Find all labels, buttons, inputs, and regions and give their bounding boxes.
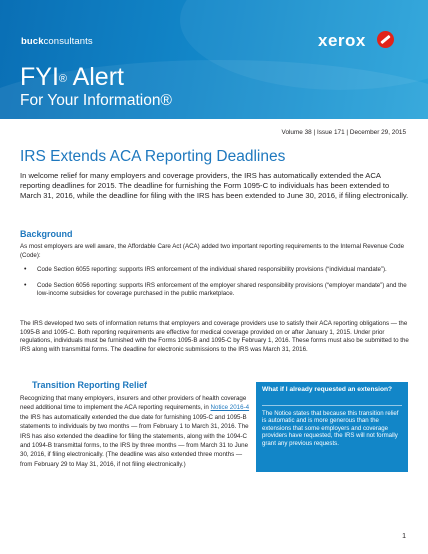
sidebar-divider <box>262 405 402 406</box>
transition-heading: Transition Reporting Relief <box>32 380 148 390</box>
newsletter-title: FYI® Alert <box>20 63 124 91</box>
buck-consultants-logo: buckconsultants <box>21 36 93 47</box>
list-item: • Code Section 6055 reporting: supports IRS enforcement of the individual shared responsibility provisions (“individual mandate”). <box>20 266 412 275</box>
background-body: The IRS developed two sets of information returns that employers and coverage providers use to satisfy their ACA reporting obligations — the 1095-B and 1095-C. Both reporting requirements are effective for medical coverage provided on or after January 1, 2015. Under prior regulations, individuals must be furnished with the Forms 1095-B and 1095-C by February 1, 2016. These forms must also be submitted to the IRS along with transmittal forms. The deadline for electronic submissions to the IRS was March 31, 2016. <box>20 320 409 353</box>
list-item: • Code Section 6056 reporting: supports IRS enforcement of the employer shared responsibility provisions (“employer mandate”) and the low-income subsidies for coverage purchased in the public marketplace. <box>20 282 412 299</box>
header-banner <box>0 0 428 119</box>
xerox-logo-text: xerox <box>318 31 366 50</box>
xerox-ball-icon <box>377 31 394 48</box>
sidebar-callout <box>256 382 408 472</box>
headline: IRS Extends ACA Reporting Deadlines <box>20 148 286 165</box>
background-lead: As most employers are well aware, the Affordable Care Act (ACA) added two important reporting requirements to the Internal Revenue Code (Code): <box>20 243 405 259</box>
intro-paragraph: In welcome relief for many employers and coverage providers, the IRS has automatically extended the ACA reporting deadlines for 2015. The deadline for furnishing the Form 1095-C to individuals has been extended to March 31, 2016, while the deadline for filing with the IRS has been extended to June 30, 2016, if filing electronically. <box>20 171 409 200</box>
background-bullet-list <box>20 266 412 306</box>
page-number: 1 <box>402 533 406 540</box>
newsletter-subtitle: For Your Information® <box>20 92 172 109</box>
background-heading: Background <box>20 229 73 239</box>
transition-paragraph: Recognizing that many employers, insurers and other providers of health coverage need additional time to implement the ACA reporting requirements, in Notice 2016-4 the IRS has automatically extended the due date for furnishing 1095-C and 1095-B statements to individuals by two months — from February 1 to March 31, 2016. The IRS has also extended the deadline for filing the statements, along with the 1094-C and 1094-B transmittal forms, to the IRS by three months — from March 31 to June 30, 2016, if filing electronically. (The deadline was also extended three months — from February 29 to May 31, 2016, if not filing electronically.) <box>20 395 250 468</box>
sidebar-text: The Notice states that because this transition relief is automatic and is more generous than the extensions that some employers and coverage providers have requested, the IRS will not formally grant any previous requests. <box>262 410 399 447</box>
notice-2016-4-link[interactable]: Notice 2016-4 <box>210 404 250 412</box>
sidebar-title: What if I already requested an extension? <box>262 386 393 393</box>
issue-line: Volume 38 | Issue 171 | December 29, 2015 <box>281 129 406 136</box>
